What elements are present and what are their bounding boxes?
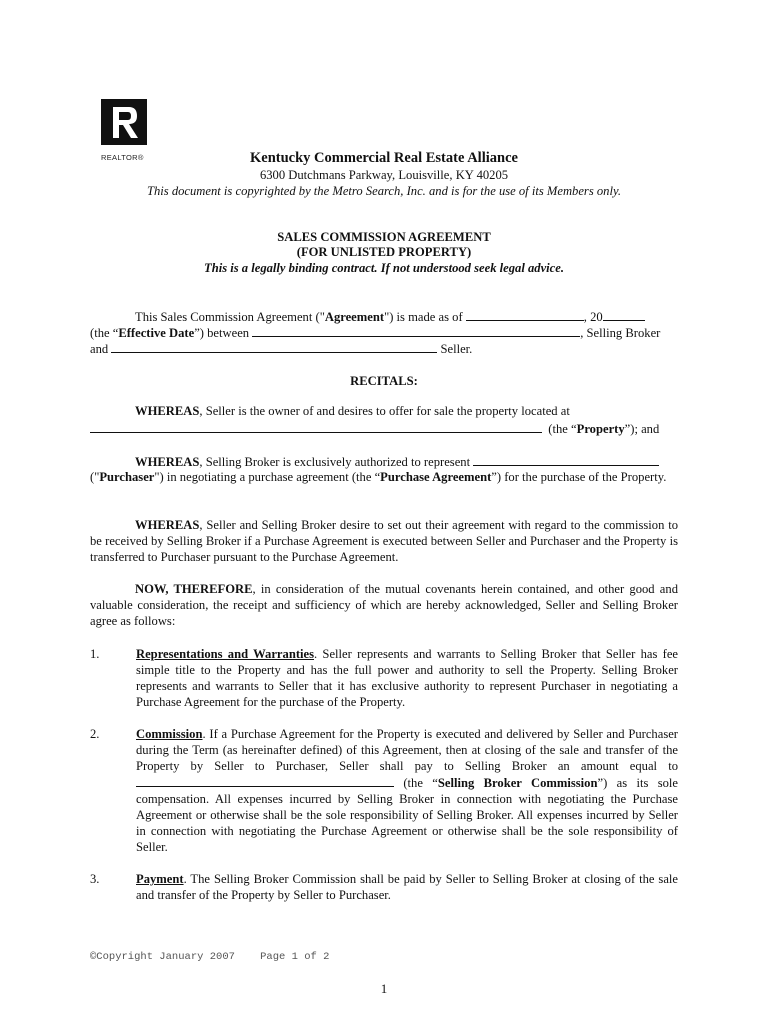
page-number: 1 bbox=[380, 981, 388, 996]
item-3-text: Payment. The Selling Broker Commission shall be paid by Seller to Selling Broker at closing of the sale and transfer of the Property by Seller to Purchaser. bbox=[136, 872, 678, 902]
property-location-blank[interactable] bbox=[90, 420, 542, 433]
realtor-logo bbox=[101, 99, 147, 145]
now-therefore: NOW, THEREFORE, in consideration of the mutual covenants herein contained, and other good and valuable consideration, the receipt and sufficiency of which are hereby acknowledged, Seller and Selling Broker agree as follows: bbox=[90, 582, 678, 628]
whereas-1-line-1: WHEREAS, Seller is the owner of and desires to offer for sale the property located at bbox=[135, 404, 570, 418]
year-blank[interactable] bbox=[603, 308, 645, 321]
agreement-date-blank[interactable] bbox=[466, 308, 584, 321]
intro-line-1: This Sales Commission Agreement ("Agreement") is made as of , 20 bbox=[90, 308, 678, 325]
organization-address: 6300 Dutchmans Parkway, Louisville, KY 40205 bbox=[259, 168, 509, 182]
whereas-2-line-2: ("Purchaser") in negotiating a purchase agreement (the “Purchase Agreement”) for the purchase of the Property. bbox=[90, 470, 667, 484]
item-3-number: 3. bbox=[90, 872, 100, 886]
purchaser-blank[interactable] bbox=[473, 453, 659, 466]
logo-caption: REALTOR® bbox=[101, 153, 144, 162]
document-title: SALES COMMISSION AGREEMENT bbox=[277, 230, 491, 244]
recitals-heading: RECITALS: bbox=[350, 374, 418, 388]
intro-line-3: and Seller. bbox=[90, 342, 473, 356]
footer-copyright: ©Copyright January 2007 Page 1 of 2 bbox=[90, 951, 330, 963]
item-2-text: Commission. If a Purchase Agreement for the Property is executed and delivered by Seller and Purchaser during the Term (as hereinafter defined) of this Agreement, then at closing of the sale and transfer of the Property by Seller to Purchaser, Seller shall pay to Selling Broker an amount equal to (the “Selling Broker Commission”) as its sole compensation. All expenses incurred by Selling Broker in connection with negotiating the Purchase Agreement or otherwise shall be the sole responsibility of Selling Broker. All expenses incurred by Seller in connection with negotiating the Purchase Agreement or otherwise shall be the sole responsibility of Seller. bbox=[136, 727, 679, 854]
legal-warning: This is a legally binding contract. If not understood seek legal advice. bbox=[204, 261, 564, 275]
whereas-3: WHEREAS, Seller and Selling Broker desire to set out their agreement with regard to the commission to be received by Selling Broker if a Purchase Agreement is executed between Seller and Purchaser and the Property is transferred to Purchaser pursuant to the Purchase Agreement. bbox=[90, 518, 678, 564]
whereas-1-line-2: (the “Property”); and bbox=[90, 420, 678, 437]
whereas-2-line-1: WHEREAS, Selling Broker is exclusively authorized to represent bbox=[90, 453, 678, 470]
intro-line-2: (the “Effective Date”) between , Selling Broker bbox=[90, 326, 661, 340]
realtor-r-icon bbox=[101, 99, 147, 145]
organization-name: Kentucky Commercial Real Estate Alliance bbox=[250, 150, 518, 166]
document-subtitle: (FOR UNLISTED PROPERTY) bbox=[296, 245, 472, 259]
selling-broker-blank[interactable] bbox=[252, 324, 580, 337]
item-1-number: 1. bbox=[90, 647, 100, 661]
copyright-note: This document is copyrighted by the Metro Search, Inc. and is for the use of its Members only. bbox=[146, 184, 622, 198]
seller-blank[interactable] bbox=[111, 340, 437, 353]
item-1-text: Representations and Warranties. Seller represents and warrants to Selling Broker that Seller has fee simple title to the Property and has the full power and authority to sell the Property. Selling Broker represents and warrants to Seller that it has exclusive authority to represent Purchaser in negotiating a Purchase Agreement for the purchase of the Property. bbox=[136, 647, 678, 709]
commission-amount-blank[interactable] bbox=[136, 774, 394, 787]
item-2-number: 2. bbox=[90, 727, 100, 741]
